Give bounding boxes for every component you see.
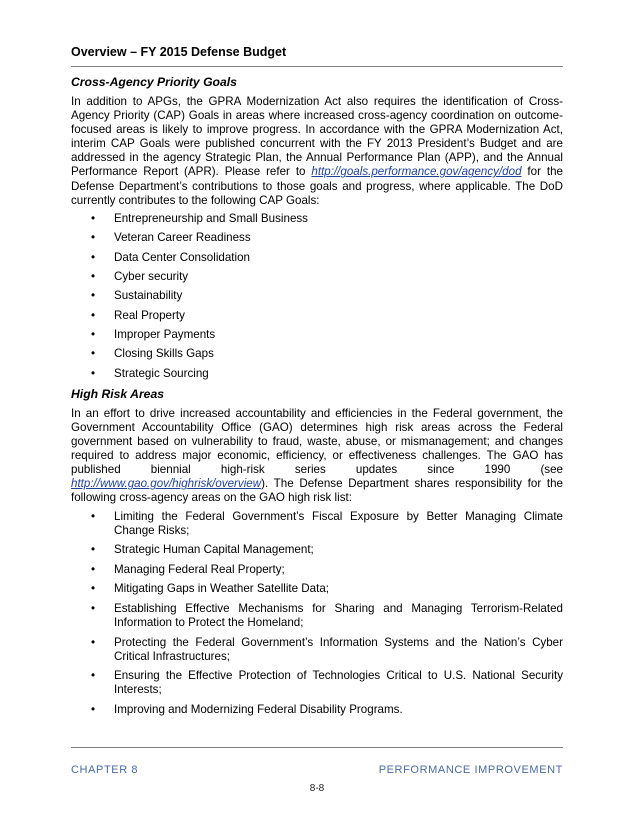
bullet-icon: • [91,211,96,225]
list-item-text: Real Property [114,308,185,322]
list-item-text: Protecting the Federal Government’s Information Systems and the Nation’s Cyber Critical Infrastructures; [114,635,563,663]
page-header-title: Overview – FY 2015 Defense Budget [71,45,287,59]
list-item [71,270,563,284]
bullet-icon: • [91,308,96,322]
cap-goals-heading: Cross-Agency Priority Goals [71,75,237,89]
bullet-icon: • [91,543,96,557]
footer-section-title: PERFORMANCE IMPROVEMENT [378,764,563,776]
page-number: 8-8 [309,783,325,794]
list-item [71,251,563,265]
high-risk-text-1: In an effort to drive increased accountability and efficiencies in the Federal government, the Government Accountability Office (GAO) determines high risk areas across the Federal government based on vulnerability to fraud, waste, abuse, or mismanagement; and changes required to address major economic, efficiency, or effectiveness challenges. The GAO has published biennial high-risk series updates since 1990 (see [71,406,563,477]
list-item [71,582,563,596]
list-item-text: Limiting the Federal Government’s Fiscal Exposure by Better Managing Climate Change Risks; [114,509,563,537]
high-risk-paragraph [71,407,563,506]
list-item [71,543,563,557]
list-item [71,212,563,226]
list-item [71,510,563,538]
bullet-icon: • [91,669,96,683]
bullet-icon: • [91,289,96,303]
gao-highrisk-link[interactable]: http://www.gao.gov/highrisk/overview [71,477,262,491]
list-item-text: Mitigating Gaps in Weather Satellite Data; [114,582,330,596]
list-item-text: Strategic Human Capital Management; [114,543,314,557]
bullet-icon: • [91,250,96,264]
list-item-text: Closing Skills Gaps [114,347,214,361]
high-risk-section [71,387,563,717]
list-item-text: Entrepreneurship and Small Business [114,211,308,225]
list-item [71,231,563,245]
list-item [71,636,563,664]
header-divider [71,66,563,67]
bullet-icon: • [91,635,96,649]
footer-chapter: CHAPTER 8 [71,764,139,776]
list-item [71,309,563,323]
list-item [71,669,563,697]
footer-divider [71,747,563,748]
performance-gov-link[interactable]: http://goals.performance.gov/agency/dod [311,165,522,179]
cap-goals-list [71,212,563,381]
high-risk-text-2: ). The Defense Department shares responsibility for the following cross-agency areas on the GAO high risk list: [71,477,563,505]
list-item-text: Sustainability [114,289,183,303]
bullet-icon: • [91,509,96,523]
list-item-text: Ensuring the Effective Protection of Technologies Critical to U.S. National Security Interests; [114,669,563,697]
list-item-text: Establishing Effective Mechanisms for Sharing and Managing Terrorism-Related Information to Protect the Homeland; [114,601,563,629]
bullet-icon: • [91,231,96,245]
list-item [71,347,563,361]
list-item-text: Improper Payments [114,328,216,342]
bullet-icon: • [91,269,96,283]
bullet-icon: • [91,562,96,576]
cap-goals-text-2: for the Defense Department’s contributions to those goals and progress, where applicable. The DoD currently contributes to the following CAP Goals: [71,165,563,207]
list-item-text: Veteran Career Readiness [114,231,251,245]
list-item-text: Strategic Sourcing [114,366,209,380]
list-item-text: Data Center Consolidation [114,250,250,264]
document-body [71,75,563,722]
bullet-icon: • [91,366,96,380]
bullet-icon: • [91,582,96,596]
list-item [71,367,563,381]
cap-goals-paragraph [71,95,563,208]
list-item [71,289,563,303]
list-item [71,602,563,630]
bullet-icon: • [91,601,96,615]
bullet-icon: • [91,328,96,342]
list-item [71,703,563,717]
list-item [71,328,563,342]
high-risk-heading: High Risk Areas [71,386,165,401]
list-item [71,563,563,577]
list-item-text: Improving and Modernizing Federal Disability Programs. [114,702,403,716]
cap-goals-section [71,75,563,381]
high-risk-list [71,510,563,717]
bullet-icon: • [91,702,96,716]
cap-goals-text-1: In addition to APGs, the GPRA Modernization Act also requires the identification of Cross-Agency Priority (CAP) Goals in areas where increased cross-agency coordination on outcome-focused areas is likely to improve progress. In accordance with the GPRA Modernization Act, interim CAP Goals were published concurrent with the FY 2013 President’s Budget and are addressed in the agency Strategic Plan, the Annual Performance Plan (APP), and the Annual Performance Report (APR). Please refer to [71,95,563,179]
bullet-icon: • [91,347,96,361]
list-item-text: Managing Federal Real Property; [114,562,285,576]
list-item-text: Cyber security [114,269,189,283]
